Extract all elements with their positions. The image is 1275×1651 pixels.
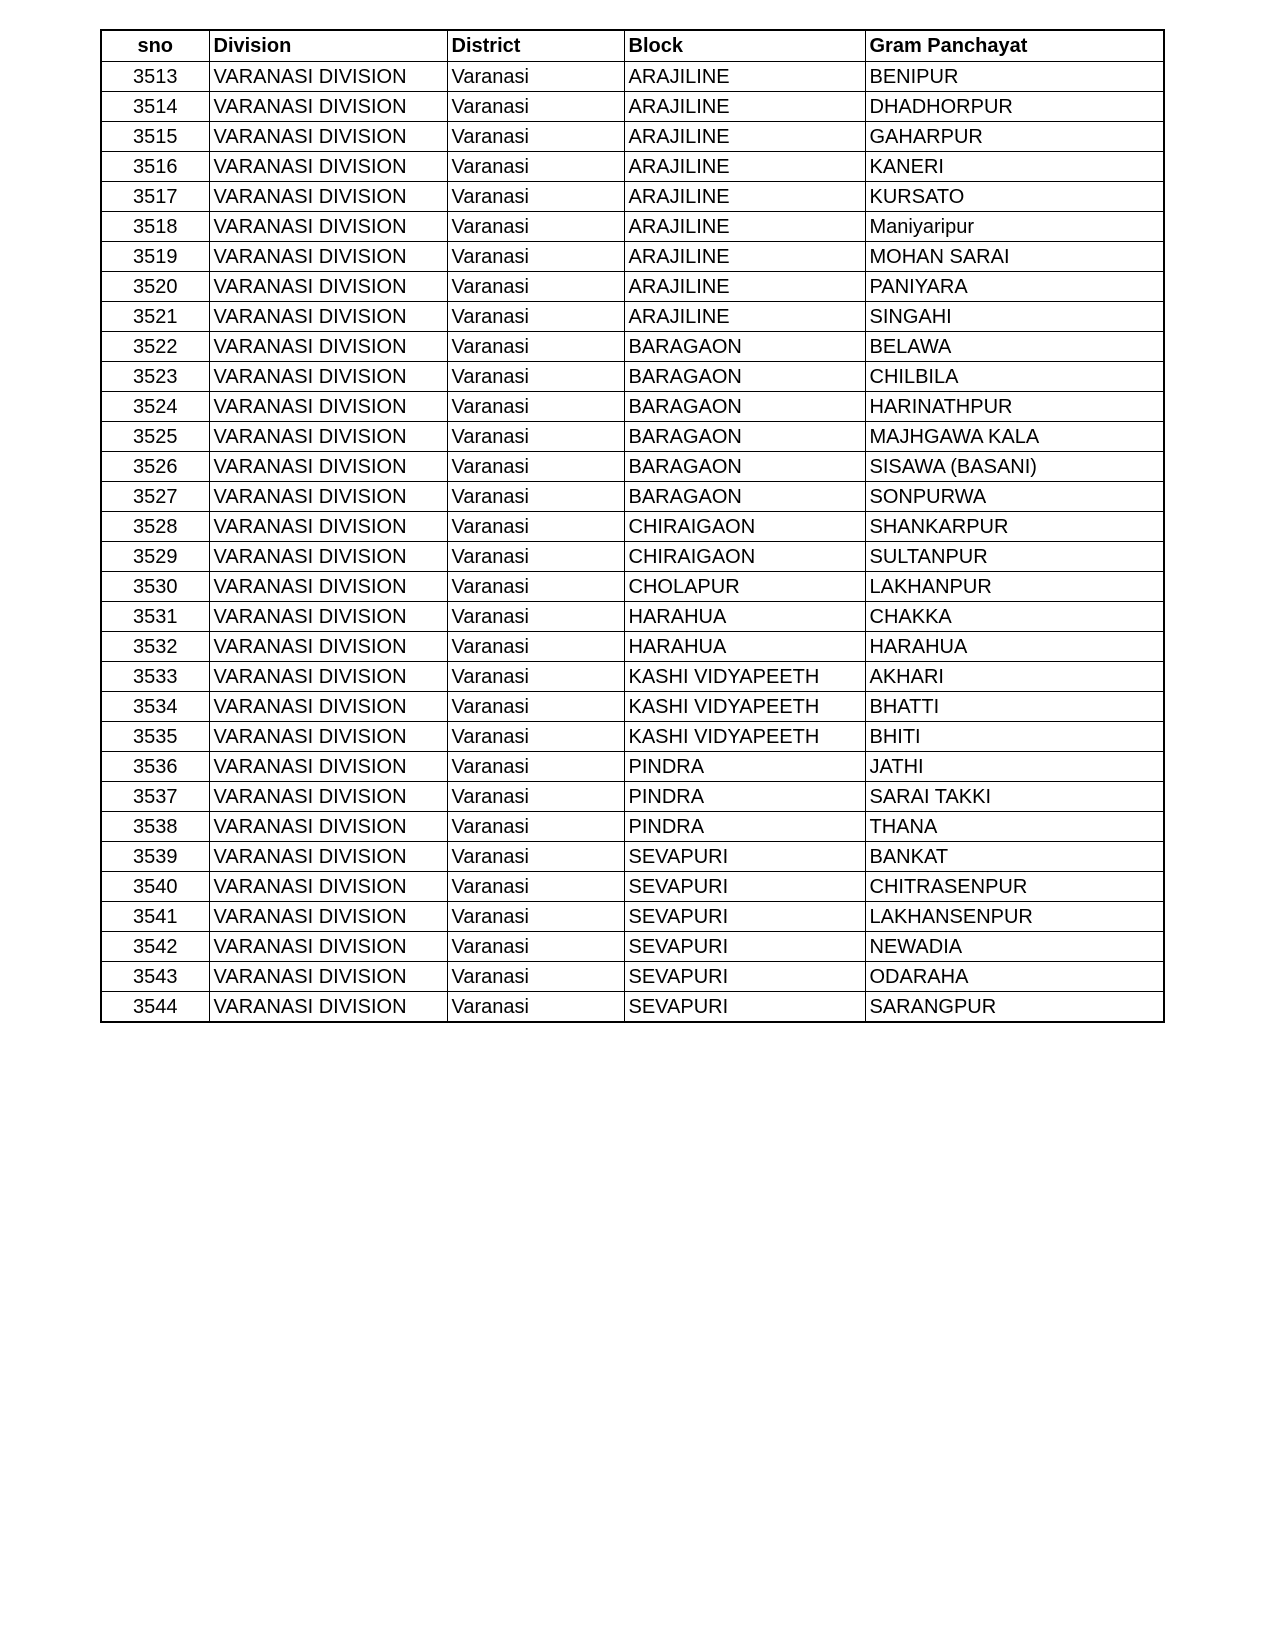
cell-gram-panchayat: Maniyaripur bbox=[865, 212, 1164, 242]
table-row bbox=[101, 512, 1164, 542]
cell-block: CHIRAIGAON bbox=[624, 542, 865, 572]
table-row bbox=[101, 122, 1164, 152]
cell-block: SEVAPURI bbox=[624, 902, 865, 932]
table-row bbox=[101, 92, 1164, 122]
cell-block: SEVAPURI bbox=[624, 842, 865, 872]
cell-sno: 3532 bbox=[101, 632, 209, 662]
table-row bbox=[101, 62, 1164, 92]
cell-gram-panchayat: SISAWA (BASANI) bbox=[865, 452, 1164, 482]
cell-district: Varanasi bbox=[447, 542, 624, 572]
cell-district: Varanasi bbox=[447, 662, 624, 692]
cell-district: Varanasi bbox=[447, 122, 624, 152]
cell-gram-panchayat: CHITRASENPUR bbox=[865, 872, 1164, 902]
cell-district: Varanasi bbox=[447, 512, 624, 542]
cell-sno: 3518 bbox=[101, 212, 209, 242]
cell-sno: 3524 bbox=[101, 392, 209, 422]
cell-gram-panchayat: SHANKARPUR bbox=[865, 512, 1164, 542]
table-row bbox=[101, 962, 1164, 992]
cell-gram-panchayat: HARINATHPUR bbox=[865, 392, 1164, 422]
cell-gram-panchayat: NEWADIA bbox=[865, 932, 1164, 962]
cell-block: ARAJILINE bbox=[624, 92, 865, 122]
cell-block: BARAGAON bbox=[624, 332, 865, 362]
cell-block: ARAJILINE bbox=[624, 182, 865, 212]
cell-division: VARANASI DIVISION bbox=[209, 692, 447, 722]
cell-gram-panchayat: JATHI bbox=[865, 752, 1164, 782]
cell-block: BARAGAON bbox=[624, 362, 865, 392]
cell-district: Varanasi bbox=[447, 92, 624, 122]
cell-district: Varanasi bbox=[447, 722, 624, 752]
cell-block: HARAHUA bbox=[624, 602, 865, 632]
cell-gram-panchayat: LAKHANSENPUR bbox=[865, 902, 1164, 932]
cell-sno: 3529 bbox=[101, 542, 209, 572]
cell-sno: 3526 bbox=[101, 452, 209, 482]
cell-gram-panchayat: GAHARPUR bbox=[865, 122, 1164, 152]
cell-division: VARANASI DIVISION bbox=[209, 392, 447, 422]
cell-district: Varanasi bbox=[447, 212, 624, 242]
table-row bbox=[101, 392, 1164, 422]
cell-district: Varanasi bbox=[447, 242, 624, 272]
table-row bbox=[101, 872, 1164, 902]
table-row bbox=[101, 662, 1164, 692]
cell-district: Varanasi bbox=[447, 452, 624, 482]
table-row bbox=[101, 242, 1164, 272]
cell-division: VARANASI DIVISION bbox=[209, 752, 447, 782]
cell-gram-panchayat: MOHAN SARAI bbox=[865, 242, 1164, 272]
cell-sno: 3534 bbox=[101, 692, 209, 722]
cell-sno: 3543 bbox=[101, 962, 209, 992]
cell-block: ARAJILINE bbox=[624, 272, 865, 302]
cell-sno: 3542 bbox=[101, 932, 209, 962]
cell-division: VARANASI DIVISION bbox=[209, 122, 447, 152]
cell-district: Varanasi bbox=[447, 872, 624, 902]
cell-gram-panchayat: LAKHANPUR bbox=[865, 572, 1164, 602]
table-row bbox=[101, 752, 1164, 782]
cell-division: VARANASI DIVISION bbox=[209, 62, 447, 92]
cell-gram-panchayat: SULTANPUR bbox=[865, 542, 1164, 572]
cell-gram-panchayat: SINGAHI bbox=[865, 302, 1164, 332]
cell-district: Varanasi bbox=[447, 482, 624, 512]
cell-division: VARANASI DIVISION bbox=[209, 92, 447, 122]
cell-sno: 3533 bbox=[101, 662, 209, 692]
cell-division: VARANASI DIVISION bbox=[209, 662, 447, 692]
cell-division: VARANASI DIVISION bbox=[209, 332, 447, 362]
cell-division: VARANASI DIVISION bbox=[209, 872, 447, 902]
cell-division: VARANASI DIVISION bbox=[209, 302, 447, 332]
cell-gram-panchayat: BHITI bbox=[865, 722, 1164, 752]
cell-block: PINDRA bbox=[624, 812, 865, 842]
cell-sno: 3539 bbox=[101, 842, 209, 872]
cell-sno: 3536 bbox=[101, 752, 209, 782]
table-row bbox=[101, 842, 1164, 872]
cell-block: BARAGAON bbox=[624, 392, 865, 422]
cell-gram-panchayat: AKHARI bbox=[865, 662, 1164, 692]
table-row bbox=[101, 332, 1164, 362]
cell-division: VARANASI DIVISION bbox=[209, 812, 447, 842]
table-body bbox=[101, 62, 1164, 1023]
cell-gram-panchayat: BANKAT bbox=[865, 842, 1164, 872]
cell-division: VARANASI DIVISION bbox=[209, 932, 447, 962]
cell-sno: 3522 bbox=[101, 332, 209, 362]
table-row bbox=[101, 302, 1164, 332]
cell-gram-panchayat: CHAKKA bbox=[865, 602, 1164, 632]
cell-district: Varanasi bbox=[447, 302, 624, 332]
cell-block: BARAGAON bbox=[624, 422, 865, 452]
cell-division: VARANASI DIVISION bbox=[209, 362, 447, 392]
table-row bbox=[101, 722, 1164, 752]
table-row bbox=[101, 542, 1164, 572]
cell-sno: 3514 bbox=[101, 92, 209, 122]
cell-sno: 3520 bbox=[101, 272, 209, 302]
cell-gram-panchayat: DHADHORPUR bbox=[865, 92, 1164, 122]
cell-division: VARANASI DIVISION bbox=[209, 152, 447, 182]
cell-district: Varanasi bbox=[447, 272, 624, 302]
cell-gram-panchayat: THANA bbox=[865, 812, 1164, 842]
cell-gram-panchayat: BHATTI bbox=[865, 692, 1164, 722]
cell-division: VARANASI DIVISION bbox=[209, 542, 447, 572]
cell-block: ARAJILINE bbox=[624, 242, 865, 272]
cell-district: Varanasi bbox=[447, 842, 624, 872]
header-block: Block bbox=[624, 30, 865, 62]
cell-sno: 3541 bbox=[101, 902, 209, 932]
cell-division: VARANASI DIVISION bbox=[209, 452, 447, 482]
cell-district: Varanasi bbox=[447, 602, 624, 632]
table-row bbox=[101, 452, 1164, 482]
cell-district: Varanasi bbox=[447, 572, 624, 602]
cell-sno: 3540 bbox=[101, 872, 209, 902]
cell-gram-panchayat: SARAI TAKKI bbox=[865, 782, 1164, 812]
cell-block: SEVAPURI bbox=[624, 872, 865, 902]
cell-gram-panchayat: ODARAHA bbox=[865, 962, 1164, 992]
cell-sno: 3525 bbox=[101, 422, 209, 452]
header-sno: sno bbox=[101, 30, 209, 62]
cell-sno: 3517 bbox=[101, 182, 209, 212]
cell-block: HARAHUA bbox=[624, 632, 865, 662]
cell-gram-panchayat: MAJHGAWA KALA bbox=[865, 422, 1164, 452]
cell-sno: 3538 bbox=[101, 812, 209, 842]
cell-block: SEVAPURI bbox=[624, 932, 865, 962]
cell-division: VARANASI DIVISION bbox=[209, 422, 447, 452]
cell-block: KASHI VIDYAPEETH bbox=[624, 662, 865, 692]
cell-block: PINDRA bbox=[624, 782, 865, 812]
cell-division: VARANASI DIVISION bbox=[209, 722, 447, 752]
table-row bbox=[101, 932, 1164, 962]
cell-division: VARANASI DIVISION bbox=[209, 602, 447, 632]
cell-block: BARAGAON bbox=[624, 452, 865, 482]
cell-gram-panchayat: SARANGPUR bbox=[865, 992, 1164, 1023]
table-row bbox=[101, 482, 1164, 512]
cell-sno: 3513 bbox=[101, 62, 209, 92]
cell-gram-panchayat: KANERI bbox=[865, 152, 1164, 182]
cell-block: ARAJILINE bbox=[624, 152, 865, 182]
cell-division: VARANASI DIVISION bbox=[209, 242, 447, 272]
table-row bbox=[101, 272, 1164, 302]
cell-district: Varanasi bbox=[447, 392, 624, 422]
cell-block: KASHI VIDYAPEETH bbox=[624, 722, 865, 752]
cell-block: ARAJILINE bbox=[624, 62, 865, 92]
cell-sno: 3535 bbox=[101, 722, 209, 752]
table-row bbox=[101, 692, 1164, 722]
header-district: District bbox=[447, 30, 624, 62]
cell-district: Varanasi bbox=[447, 182, 624, 212]
header-division: Division bbox=[209, 30, 447, 62]
cell-gram-panchayat: PANIYARA bbox=[865, 272, 1164, 302]
cell-gram-panchayat: CHILBILA bbox=[865, 362, 1164, 392]
table-row bbox=[101, 812, 1164, 842]
cell-district: Varanasi bbox=[447, 752, 624, 782]
cell-division: VARANASI DIVISION bbox=[209, 482, 447, 512]
table-row bbox=[101, 572, 1164, 602]
cell-sno: 3544 bbox=[101, 992, 209, 1023]
cell-block: SEVAPURI bbox=[624, 962, 865, 992]
cell-district: Varanasi bbox=[447, 692, 624, 722]
cell-district: Varanasi bbox=[447, 962, 624, 992]
cell-block: CHIRAIGAON bbox=[624, 512, 865, 542]
cell-block: ARAJILINE bbox=[624, 212, 865, 242]
table-row bbox=[101, 602, 1164, 632]
cell-sno: 3527 bbox=[101, 482, 209, 512]
cell-sno: 3530 bbox=[101, 572, 209, 602]
cell-block: ARAJILINE bbox=[624, 122, 865, 152]
cell-district: Varanasi bbox=[447, 152, 624, 182]
table-row bbox=[101, 362, 1164, 392]
cell-division: VARANASI DIVISION bbox=[209, 632, 447, 662]
table-row bbox=[101, 992, 1164, 1023]
cell-district: Varanasi bbox=[447, 362, 624, 392]
table-row bbox=[101, 632, 1164, 662]
gram-panchayat-table bbox=[100, 29, 1165, 1023]
cell-division: VARANASI DIVISION bbox=[209, 902, 447, 932]
table-row bbox=[101, 422, 1164, 452]
cell-block: ARAJILINE bbox=[624, 302, 865, 332]
table-row bbox=[101, 782, 1164, 812]
cell-division: VARANASI DIVISION bbox=[209, 272, 447, 302]
cell-district: Varanasi bbox=[447, 422, 624, 452]
cell-sno: 3519 bbox=[101, 242, 209, 272]
cell-division: VARANASI DIVISION bbox=[209, 572, 447, 602]
cell-sno: 3516 bbox=[101, 152, 209, 182]
cell-sno: 3515 bbox=[101, 122, 209, 152]
cell-district: Varanasi bbox=[447, 332, 624, 362]
cell-block: PINDRA bbox=[624, 752, 865, 782]
cell-district: Varanasi bbox=[447, 902, 624, 932]
header-gram-panchayat: Gram Panchayat bbox=[865, 30, 1164, 62]
cell-sno: 3523 bbox=[101, 362, 209, 392]
cell-gram-panchayat: SONPURWA bbox=[865, 482, 1164, 512]
cell-sno: 3528 bbox=[101, 512, 209, 542]
table-row bbox=[101, 212, 1164, 242]
cell-district: Varanasi bbox=[447, 782, 624, 812]
cell-block: KASHI VIDYAPEETH bbox=[624, 692, 865, 722]
cell-block: SEVAPURI bbox=[624, 992, 865, 1023]
cell-division: VARANASI DIVISION bbox=[209, 512, 447, 542]
table-row bbox=[101, 182, 1164, 212]
cell-sno: 3521 bbox=[101, 302, 209, 332]
table-row bbox=[101, 152, 1164, 182]
cell-block: BARAGAON bbox=[624, 482, 865, 512]
cell-division: VARANASI DIVISION bbox=[209, 212, 447, 242]
cell-gram-panchayat: BELAWA bbox=[865, 332, 1164, 362]
cell-gram-panchayat: HARAHUA bbox=[865, 632, 1164, 662]
cell-district: Varanasi bbox=[447, 992, 624, 1023]
cell-block: CHOLAPUR bbox=[624, 572, 865, 602]
cell-district: Varanasi bbox=[447, 62, 624, 92]
cell-district: Varanasi bbox=[447, 632, 624, 662]
table-row bbox=[101, 902, 1164, 932]
cell-gram-panchayat: BENIPUR bbox=[865, 62, 1164, 92]
cell-district: Varanasi bbox=[447, 932, 624, 962]
cell-division: VARANASI DIVISION bbox=[209, 842, 447, 872]
cell-sno: 3537 bbox=[101, 782, 209, 812]
cell-district: Varanasi bbox=[447, 812, 624, 842]
cell-sno: 3531 bbox=[101, 602, 209, 632]
cell-division: VARANASI DIVISION bbox=[209, 782, 447, 812]
cell-division: VARANASI DIVISION bbox=[209, 962, 447, 992]
cell-division: VARANASI DIVISION bbox=[209, 182, 447, 212]
table-header-row bbox=[101, 30, 1164, 62]
cell-gram-panchayat: KURSATO bbox=[865, 182, 1164, 212]
cell-division: VARANASI DIVISION bbox=[209, 992, 447, 1023]
